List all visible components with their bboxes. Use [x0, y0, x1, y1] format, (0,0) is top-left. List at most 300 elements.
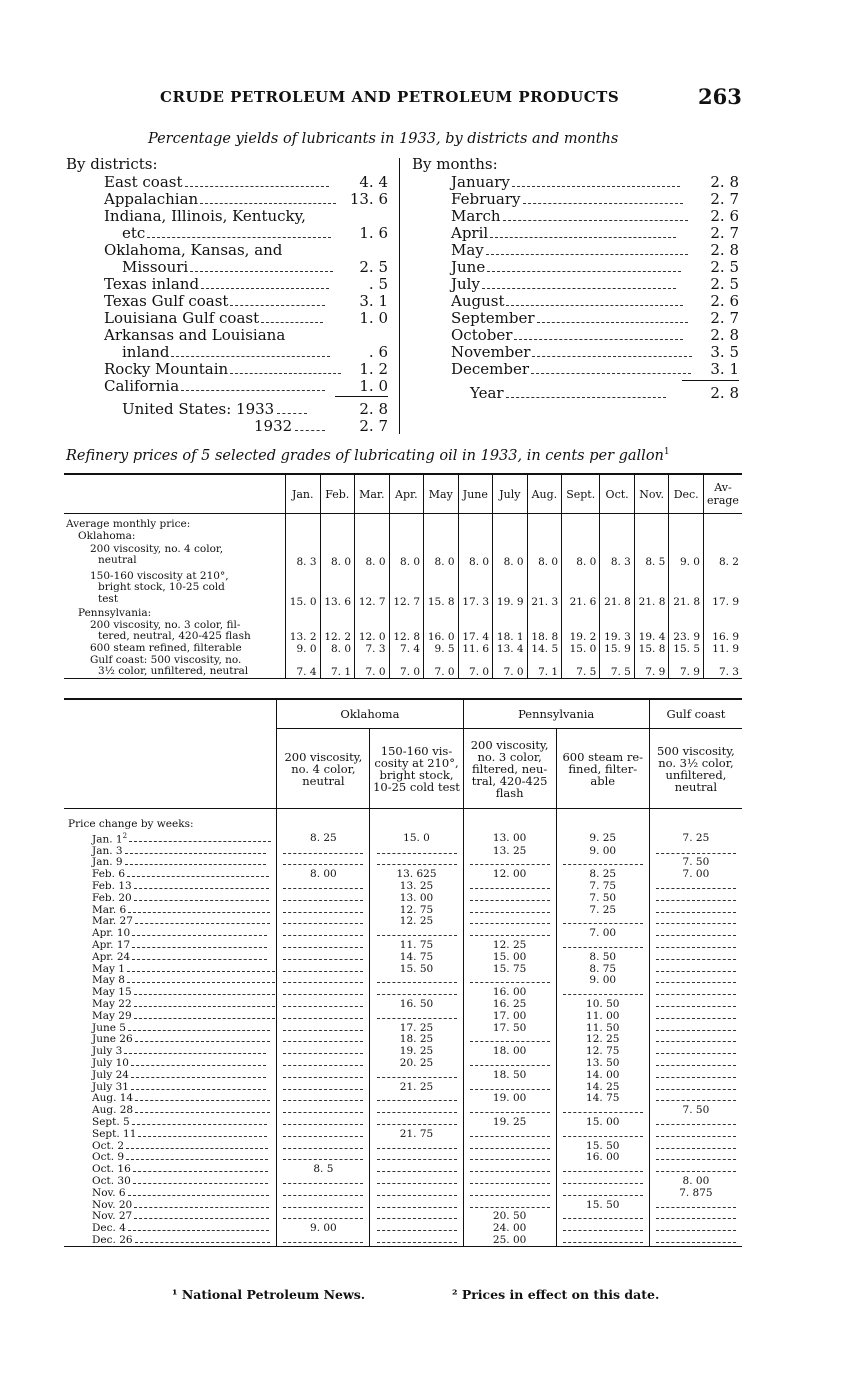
leader-dots [470, 982, 550, 983]
week-cell [277, 1199, 370, 1211]
district-row [104, 207, 306, 224]
leader-dots [563, 1136, 643, 1137]
week-row [64, 951, 742, 963]
empty-cell [669, 514, 704, 543]
leader-dots [283, 1100, 363, 1101]
week-row [64, 1022, 742, 1034]
leader-dots [470, 1195, 550, 1196]
leader-dots [482, 288, 676, 289]
price-cell: 7. 5 [600, 655, 635, 679]
label-line: 600 steam refined, filterable [90, 641, 242, 654]
month-row [451, 173, 680, 190]
leader-dots [377, 1148, 457, 1149]
leader-dots [470, 1041, 550, 1042]
price-cell: 8. 3 [600, 542, 635, 568]
week-date [64, 1128, 277, 1140]
week-cell [463, 1140, 556, 1152]
year-label: Year [470, 384, 666, 401]
col-ok-150: 150-160 vis-cosity at 210°, bright stock, 10-25 cold test [370, 729, 463, 809]
district-row [104, 275, 329, 292]
district-name: East coast [104, 173, 183, 191]
price-row-label [64, 620, 286, 643]
month-value: 2. 8 [710, 173, 739, 191]
empty-cell [277, 809, 370, 831]
leader-dots [656, 1089, 736, 1090]
leader-dots [190, 271, 332, 272]
leader-dots [135, 1041, 270, 1042]
week-cell: 17. 50 [463, 1022, 556, 1034]
label-line: neutral [98, 554, 137, 566]
leader-dots [283, 1030, 363, 1031]
week-cell [370, 1152, 463, 1164]
month-name: January [451, 173, 510, 191]
week-cell [649, 1164, 742, 1176]
us-1933-label: United States: 1933 [122, 400, 307, 417]
month-value: 2. 8 [710, 241, 739, 259]
week-date [64, 1058, 277, 1070]
leader-dots [200, 203, 336, 204]
label-line: 150-160 viscosity at 210°, [90, 569, 229, 582]
date-text: July 3 [92, 1045, 123, 1058]
districts-heading: By districts: [66, 155, 158, 173]
price-cell: 13. 6 [320, 568, 355, 608]
date-text: Oct. 9 [92, 1151, 125, 1164]
week-row [64, 1152, 742, 1164]
week-date [64, 1105, 277, 1117]
week-cell [370, 1164, 463, 1176]
price-cell: 12. 7 [389, 568, 424, 608]
district-value: 1. 0 [359, 377, 388, 395]
price-cell: 16. 0 [424, 620, 459, 643]
week-cell [277, 857, 370, 869]
week-cell: 9. 00 [277, 1223, 370, 1235]
label-line: Pennsylvania: [78, 607, 152, 619]
leader-dots [283, 1065, 363, 1066]
price-cell: 18. 1 [493, 620, 528, 643]
week-cell [649, 1140, 742, 1152]
week-row [64, 1117, 742, 1129]
leader-dots [512, 186, 681, 187]
leader-dots [656, 1171, 736, 1172]
week-date [64, 1140, 277, 1152]
week-cell: 21. 75 [370, 1128, 463, 1140]
week-row [64, 1235, 742, 1247]
month-row [451, 343, 692, 360]
week-cell [370, 1140, 463, 1152]
price-cell: 8. 0 [527, 542, 562, 568]
week-cell [370, 857, 463, 869]
district-value: . 6 [368, 343, 388, 361]
price-cell: 15. 8 [634, 643, 669, 655]
leader-dots [656, 888, 736, 889]
group-oklahoma: Oklahoma [277, 699, 463, 729]
leader-dots [377, 1077, 457, 1078]
week-cell [649, 975, 742, 987]
leader-dots [128, 1195, 270, 1196]
label-line: 200 viscosity, no. 4 color, [90, 542, 224, 555]
price-cell: 9. 0 [286, 643, 321, 655]
district-value: 13. 6 [349, 190, 388, 208]
week-cell [649, 1069, 742, 1081]
price-cell: 7. 1 [320, 655, 355, 679]
leader-dots [563, 1195, 643, 1196]
week-cell [649, 963, 742, 975]
price-cell [600, 608, 635, 620]
week-date [64, 916, 277, 928]
district-name: etc [122, 224, 146, 242]
leader-dots [503, 220, 689, 221]
leader-dots [377, 1100, 457, 1101]
week-cell [277, 1176, 370, 1188]
leader-dots [181, 390, 325, 391]
week-cell [370, 1093, 463, 1105]
week-cell [649, 1058, 742, 1070]
month-value: 2. 7 [710, 224, 739, 242]
week-cell [649, 999, 742, 1011]
empty-cell [600, 514, 635, 543]
week-cell: 7. 25 [556, 904, 649, 916]
week-cell [649, 1010, 742, 1022]
month-column-header: Av-erage [704, 474, 743, 514]
leader-dots [563, 1242, 643, 1243]
week-date [64, 975, 277, 987]
month-name: October [451, 326, 513, 344]
leader-dots [134, 1218, 269, 1219]
week-cell [277, 1117, 370, 1129]
leader-dots [377, 1242, 457, 1243]
leader-dots [283, 923, 363, 924]
price-cell: 9. 5 [424, 643, 459, 655]
week-cell: 10. 50 [556, 999, 649, 1011]
week-date [64, 1211, 277, 1223]
week-date [64, 1176, 277, 1188]
week-cell [649, 1128, 742, 1140]
week-cell: 12. 25 [556, 1034, 649, 1046]
week-cell [370, 928, 463, 940]
week-cell: 12. 25 [370, 916, 463, 928]
week-cell [463, 1164, 556, 1176]
price-cell: 8. 0 [389, 542, 424, 568]
week-row [64, 904, 742, 916]
leader-dots [134, 1207, 269, 1208]
week-cell: 8. 50 [556, 951, 649, 963]
week-cell [277, 1152, 370, 1164]
week-cell [277, 963, 370, 975]
leader-dots [135, 1242, 270, 1243]
leader-dots [283, 1112, 363, 1113]
month-column-header: Apr. [389, 474, 424, 514]
week-cell: 15. 00 [556, 1117, 649, 1129]
leader-dots [134, 888, 269, 889]
empty-cell [556, 809, 649, 831]
empty-cell [463, 809, 556, 831]
week-row [64, 881, 742, 893]
week-cell: 15. 50 [556, 1140, 649, 1152]
district-row [122, 224, 331, 241]
price-cell [286, 608, 321, 620]
week-date [64, 1081, 277, 1093]
leader-dots [283, 1148, 363, 1149]
yields-divider [399, 158, 400, 434]
leader-dots [656, 1041, 736, 1042]
week-cell: 21. 25 [370, 1081, 463, 1093]
price-cell: 8. 0 [320, 643, 355, 655]
empty-cell [389, 514, 424, 543]
price-cell: 7. 3 [704, 655, 743, 679]
week-cell [277, 951, 370, 963]
leader-dots [132, 935, 267, 936]
leader-dots [656, 1136, 736, 1137]
district-row [104, 309, 323, 326]
week-cell: 15. 00 [463, 951, 556, 963]
price-cell: 12. 0 [355, 620, 390, 643]
leader-dots [470, 864, 550, 865]
month-row [451, 224, 676, 241]
leader-dots [126, 1159, 268, 1160]
leader-dots [283, 1006, 363, 1007]
leader-dots [490, 237, 676, 238]
week-cell: 17. 00 [463, 1010, 556, 1022]
week-cell: 16. 25 [463, 999, 556, 1011]
week-cell [556, 1105, 649, 1117]
week-cell [370, 845, 463, 857]
price-cell: 12. 2 [320, 620, 355, 643]
date-text: Feb. 20 [92, 891, 132, 904]
month-name: May [451, 241, 484, 259]
week-row [64, 1058, 742, 1070]
month-row [451, 360, 691, 377]
week-cell [649, 951, 742, 963]
label-line: Gulf coast: 500 viscosity, no. [90, 653, 242, 666]
week-cell [277, 1235, 370, 1247]
leader-dots [171, 356, 330, 357]
price-cell [389, 608, 424, 620]
week-row [64, 916, 742, 928]
week-cell [556, 1128, 649, 1140]
year-value: 2. 8 [710, 384, 739, 402]
week-cell [277, 1046, 370, 1058]
price-row [64, 542, 742, 568]
week-row [64, 1187, 742, 1199]
leader-dots [470, 1148, 550, 1149]
week-row [64, 892, 742, 904]
leader-dots [656, 1065, 736, 1066]
date-text: May 1 [92, 962, 125, 975]
date-text: May 8 [92, 974, 125, 987]
leader-dots [563, 1183, 643, 1184]
week-date [64, 999, 277, 1011]
price-row [64, 620, 742, 643]
week-cell [277, 940, 370, 952]
leader-dots [134, 900, 269, 901]
empty-cell [527, 514, 562, 543]
week-cell [649, 916, 742, 928]
price-row [64, 643, 742, 655]
month-row [451, 258, 681, 275]
price-cell [424, 608, 459, 620]
week-cell: 18. 25 [370, 1034, 463, 1046]
week-cell [277, 1069, 370, 1081]
week-cell [649, 904, 742, 916]
leader-dots [563, 923, 643, 924]
districts-total-rule [335, 396, 388, 397]
week-cell [556, 857, 649, 869]
month-value: 2. 6 [710, 207, 739, 225]
price-cell [669, 608, 704, 620]
leader-dots [283, 1183, 363, 1184]
month-value: 2. 7 [710, 190, 739, 208]
leader-dots [470, 1112, 550, 1113]
district-value: 2. 5 [359, 258, 388, 276]
week-cell [649, 1093, 742, 1105]
leader-dots [377, 853, 457, 854]
district-row [122, 343, 330, 360]
price-cell: 15. 5 [669, 643, 704, 655]
week-date [64, 1034, 277, 1046]
month-value: 2. 5 [710, 275, 739, 293]
price-cell: 15. 0 [286, 568, 321, 608]
week-cell: 7. 25 [649, 831, 742, 846]
month-column-header: June [458, 474, 493, 514]
week-cell: 15. 50 [370, 963, 463, 975]
price-row-label [64, 643, 286, 655]
date-text: Oct. 2 [92, 1139, 125, 1152]
leader-dots [283, 1207, 363, 1208]
weekly-price-table [64, 698, 742, 1247]
month-row [451, 326, 683, 343]
leader-dots [377, 1195, 457, 1196]
leader-dots [377, 1112, 457, 1113]
week-cell [277, 1211, 370, 1223]
week-cell [463, 916, 556, 928]
week-cell [463, 1176, 556, 1188]
leader-dots [656, 947, 736, 948]
week-row [64, 1010, 742, 1022]
leader-dots [656, 912, 736, 913]
week-row [64, 975, 742, 987]
week-cell [463, 1187, 556, 1199]
month-column-header: Jan. [286, 474, 321, 514]
week-cell: 11. 00 [556, 1010, 649, 1022]
empty-cell [493, 514, 528, 543]
leader-dots [377, 1124, 457, 1125]
leader-dots [656, 1207, 736, 1208]
leader-dots [377, 994, 457, 995]
leader-dots [377, 935, 457, 936]
leader-dots [132, 947, 267, 948]
price-cell: 12. 7 [355, 568, 390, 608]
leader-dots [283, 1041, 363, 1042]
price-cell: 11. 9 [704, 643, 743, 655]
week-date [64, 1022, 277, 1034]
leader-dots [283, 1159, 363, 1160]
month-column-header: Sept. [562, 474, 600, 514]
leader-dots [656, 935, 736, 936]
month-name: December [451, 360, 530, 378]
price-cell: 15. 9 [600, 643, 635, 655]
empty-cell [286, 514, 321, 543]
leader-dots [656, 853, 736, 854]
prices-caption: Refinery prices of 5 selected grades of lubricating oil in 1933, in cents per gallon$^1$ [66, 447, 670, 464]
date-text: May 15 [92, 986, 132, 999]
leader-dots [133, 1183, 268, 1184]
week-cell: 13. 00 [370, 892, 463, 904]
week-cell: 8. 5 [277, 1164, 370, 1176]
district-name: Texas inland [104, 275, 200, 293]
leader-dots [283, 994, 363, 995]
week-cell [649, 1022, 742, 1034]
leader-dots [656, 1053, 736, 1054]
footnote-marker: 2 [122, 831, 128, 840]
months-total-rule [682, 380, 739, 381]
leader-dots [132, 959, 267, 960]
week-row [64, 845, 742, 857]
leader-dots [201, 288, 329, 289]
week-cell [277, 987, 370, 999]
week-cell [370, 1235, 463, 1247]
price-cell: 17. 9 [704, 568, 743, 608]
week-cell: 13. 25 [463, 845, 556, 857]
price-cell: 19. 4 [634, 620, 669, 643]
week-cell [463, 975, 556, 987]
leader-dots [283, 1218, 363, 1219]
leader-dots [124, 1053, 266, 1054]
leader-dots [656, 1124, 736, 1125]
leader-dots [656, 994, 736, 995]
price-cell: 18. 8 [527, 620, 562, 643]
week-cell [277, 845, 370, 857]
price-cell: 8. 0 [493, 542, 528, 568]
month-column-header: Dec. [669, 474, 704, 514]
district-value: 1. 0 [359, 309, 388, 327]
month-row [451, 275, 676, 292]
week-row [64, 928, 742, 940]
leader-dots [283, 1242, 363, 1243]
leader-dots [135, 923, 270, 924]
week-cell: 7. 75 [556, 881, 649, 893]
week-date [64, 1046, 277, 1058]
week-cell: 11. 50 [556, 1022, 649, 1034]
date-text: Apr. 17 [92, 939, 131, 952]
week-cell [556, 1164, 649, 1176]
week-cell [649, 987, 742, 999]
price-cell: 7. 0 [424, 655, 459, 679]
week-cell [370, 1117, 463, 1129]
week-cell [370, 1199, 463, 1211]
week-cell: 18. 50 [463, 1069, 556, 1081]
week-cell [649, 940, 742, 952]
price-cell: 8. 3 [286, 542, 321, 568]
week-cell [649, 1235, 742, 1247]
week-cell [649, 881, 742, 893]
leader-dots [283, 912, 363, 913]
leader-dots [656, 1018, 736, 1019]
leader-dots [523, 203, 683, 204]
date-text: Dec. 26 [92, 1233, 133, 1246]
empty-cell [704, 514, 743, 543]
week-cell: 13. 25 [370, 881, 463, 893]
price-cell: 8. 0 [562, 542, 600, 568]
district-row [104, 241, 282, 258]
week-date [64, 1164, 277, 1176]
leader-dots [563, 1112, 643, 1113]
empty-cell [424, 514, 459, 543]
week-cell [277, 1187, 370, 1199]
price-cell [458, 608, 493, 620]
week-cell [556, 1235, 649, 1247]
leader-dots [283, 1053, 363, 1054]
weekly-heading: Price change by weeks: [68, 818, 194, 831]
